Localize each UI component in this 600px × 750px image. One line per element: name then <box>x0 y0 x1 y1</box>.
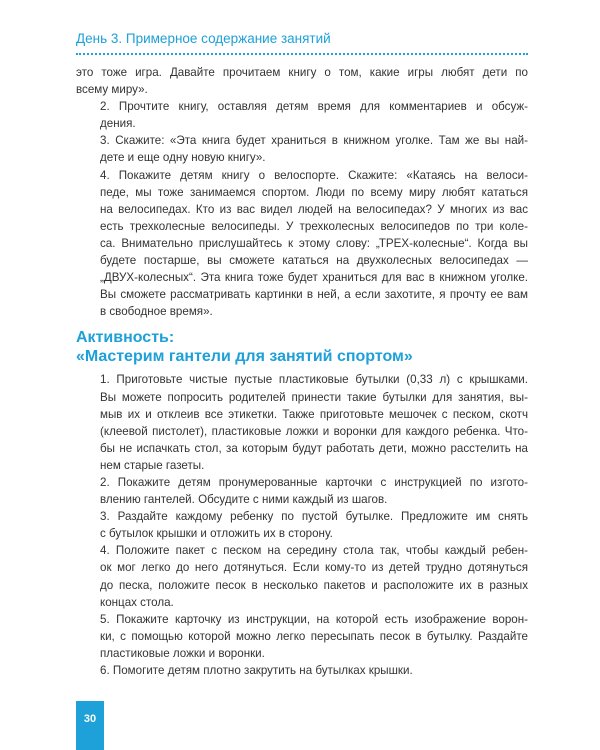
page-number: 30 <box>83 713 97 725</box>
text-line: ок мог легко до него дотянуться. Если кому-то из детей трудно дотянуться <box>100 561 528 575</box>
activity-heading-title: «Мастерим гантели для занятий спортом» <box>76 348 413 366</box>
text-line: 2. Покажите детям пронумерованные карточки с инструкцией по изгото- <box>100 475 528 489</box>
page-number-badge <box>76 701 104 750</box>
intro-section <box>76 64 528 320</box>
text-line: „ДВУХ-колесных“. Эта книга тоже будет храниться для вас в книжном уголке. <box>100 271 528 285</box>
text-line: на велосипедах. Кто из вас видел людей на велосипедах? У многих из вас <box>100 202 528 216</box>
paragraph <box>76 662 528 679</box>
header-dotted-rule <box>76 53 528 55</box>
text-line: до песка, положите песок в несколько пакетов и расположите их в разных <box>100 578 528 592</box>
paragraph <box>76 371 528 474</box>
text-line: всему миру». <box>76 83 148 97</box>
paragraph <box>76 542 528 610</box>
page-content <box>76 64 528 679</box>
text-line: педе, мы тоже занимаемся спортом. Люди по всему миру любят кататься <box>100 185 528 199</box>
text-line: будете постарше, вы сможете кататься на двухколесных велосипедах — <box>100 254 528 268</box>
text-line: концах стола. <box>100 595 174 609</box>
text-line: са. Внимательно прислушайтесь к этому слову: „ТРЕХ-колесные“. Когда вы <box>100 236 528 250</box>
activity-heading <box>76 328 528 366</box>
text-line: 6. Помогите детям плотно закрутить на бутылках крышки. <box>100 664 413 677</box>
text-line: влению гантелей. Обсудите с ними каждый из шагов. <box>100 493 388 507</box>
text-line: есть трехколесные велосипеды. У трехколесных велосипедов по три коле- <box>100 219 528 233</box>
text-line: это тоже игра. Давайте прочитаем книгу о том, какие игры любят дети по <box>76 66 528 79</box>
text-line: 4. Покажите детям книгу о велоспорте. Скажите: «Катаясь на велоси- <box>100 168 528 182</box>
running-header-title: День 3. Примерное содержание занятий <box>76 31 331 46</box>
paragraph <box>76 98 528 132</box>
text-line: мыв их и отклеив все этикетки. Также приготовьте мешочек с песком, скотч <box>100 407 528 421</box>
text-line: нем старые газеты. <box>100 458 205 472</box>
text-line: пластиковые ложки и воронки. <box>100 646 265 660</box>
paragraph <box>76 474 528 508</box>
text-line: бы не испачкать стол, за которым будут работать дети, можно расстелить на <box>100 441 528 455</box>
paragraph <box>76 508 528 542</box>
text-line: 3. Раздайте каждому ребенку по пустой бутылке. Предложите им снять <box>100 510 528 524</box>
text-line: (клеевой пистолет), пластиковые ложки и воронки для каждого ребенка. Что- <box>100 424 528 438</box>
text-line: Вы можете попросить родителей принести такие бутылки для занятия, вы- <box>100 390 528 404</box>
paragraph <box>76 64 528 98</box>
text-line: с бутылок крышки и отложить их в сторону. <box>100 527 333 541</box>
activity-section <box>76 371 528 679</box>
text-line: 4. Положите пакет с песком на середину стола так, чтобы каждый ребен- <box>100 544 528 558</box>
text-line: 5. Покажите карточку из инструкции, на которой есть изображение ворон- <box>100 612 528 626</box>
text-line: ки, с помощью которой можно легко пересыпать песок в бутылку. Раздайте <box>100 629 528 643</box>
text-line: 1. Приготовьте чистые пустые пластиковые бутылки (0,33 л) с крышками. <box>100 373 528 387</box>
text-line: 3. Скажите: «Эта книга будет храниться в книжном уголке. Там же вы най- <box>100 134 528 148</box>
paragraph <box>76 132 528 166</box>
paragraph <box>76 611 528 662</box>
text-line: дения. <box>100 117 136 131</box>
text-line: Вы сможете рассматривать картинки в ней, а если захотите, я прочту ее вам <box>100 288 528 302</box>
text-line: в свободное время». <box>100 305 213 319</box>
text-line: 2. Прочтите книгу, оставляя детям время для комментариев и обсуж- <box>100 100 528 114</box>
paragraph <box>76 167 528 321</box>
activity-heading-label: Активность: <box>76 329 175 347</box>
text-line: дете и еще одну новую книгу». <box>100 151 266 165</box>
